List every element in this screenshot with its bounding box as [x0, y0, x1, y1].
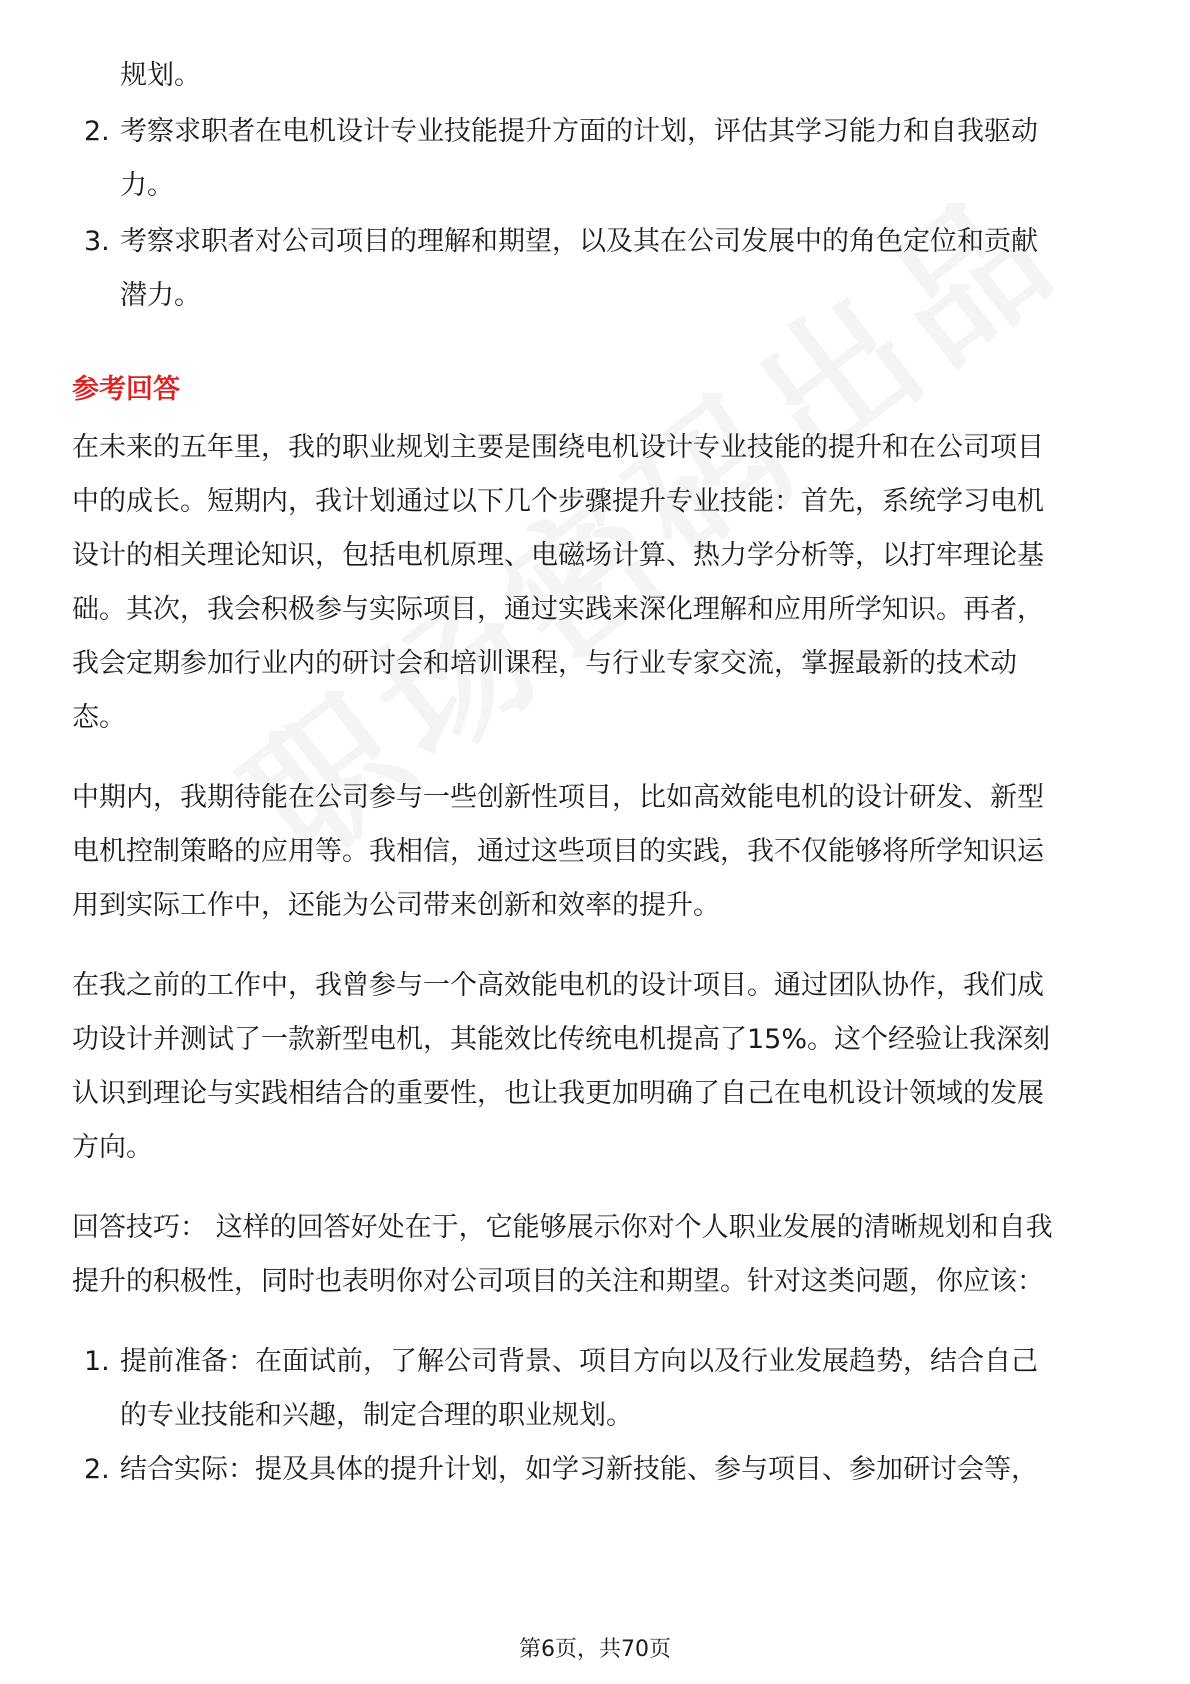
list-item-number: 2.: [84, 1454, 110, 1485]
paragraph-line: 提升的积极性，同时也表明你对公司项目的关注和期望。针对这类问题，你应该：: [72, 1266, 1044, 1297]
list-item-line: 规划。: [120, 60, 201, 91]
list-item-number: 3.: [84, 226, 110, 257]
paragraph-line: 态。: [72, 702, 126, 733]
page-footer: 第6页，共70页: [519, 1637, 671, 1662]
paragraph-line: 础。其次，我会积极参与实际项目，通过实践来深化理解和应用所学知识。再者，: [72, 594, 1044, 625]
paragraph-line: 在我之前的工作中，我曾参与一个高效能电机的设计项目。通过团队协作，我们成: [72, 970, 1044, 1001]
paragraph-line: 功设计并测试了一款新型电机，其能效比传统电机提高了15%。这个经验让我深刻: [72, 1024, 1051, 1055]
list-item-number: 2.: [84, 116, 110, 147]
list-item-line: 考察求职者在电机设计专业技能提升方面的计划，评估其学习能力和自我驱动: [120, 116, 1038, 147]
paragraph-line: 方向。: [72, 1132, 153, 1163]
paragraph-line: 中的成长。短期内，我计划通过以下几个步骤提升专业技能：首先，系统学习电机: [72, 486, 1044, 517]
paragraph-line: 电机控制策略的应用等。我相信，通过这些项目的实践，我不仅能够将所学知识运: [72, 836, 1044, 867]
paragraph-line: 我会定期参加行业内的研讨会和培训课程，与行业专家交流，掌握最新的技术动: [72, 648, 1017, 679]
list-item-line: 潜力。: [120, 280, 201, 311]
list-item-line: 力。: [120, 170, 174, 201]
paragraph-line: 中期内，我期待能在公司参与一些创新性项目，比如高效能电机的设计研发、新型: [72, 782, 1044, 813]
paragraph-line: 用到实际工作中，还能为公司带来创新和效率的提升。: [72, 890, 720, 921]
paragraph-line: 认识到理论与实践相结合的重要性，也让我更加明确了自己在电机设计领域的发展: [72, 1078, 1044, 1109]
list-item-line: 结合实际：提及具体的提升计划，如学习新技能、参与项目、参加研讨会等，: [120, 1454, 1038, 1485]
list-item-line: 的专业技能和兴趣，制定合理的职业规划。: [120, 1400, 633, 1431]
paragraph-line: 在未来的五年里，我的职业规划主要是围绕电机设计专业技能的提升和在公司项目: [72, 432, 1044, 463]
paragraph-line: 回答技巧： 这样的回答好处在于，它能够展示你对个人职业发展的清晰规划和自我: [72, 1212, 1053, 1243]
paragraph-line: 设计的相关理论知识，包括电机原理、电磁场计算、热力学分析等，以打牢理论基: [72, 540, 1044, 571]
list-item-line: 提前准备：在面试前，了解公司背景、项目方向以及行业发展趋势，结合自己: [120, 1346, 1038, 1377]
list-item-number: 1.: [84, 1346, 110, 1377]
section-title: 参考回答: [72, 374, 180, 405]
list-item-line: 考察求职者对公司项目的理解和期望，以及其在公司发展中的角色定位和贡献: [120, 226, 1038, 257]
